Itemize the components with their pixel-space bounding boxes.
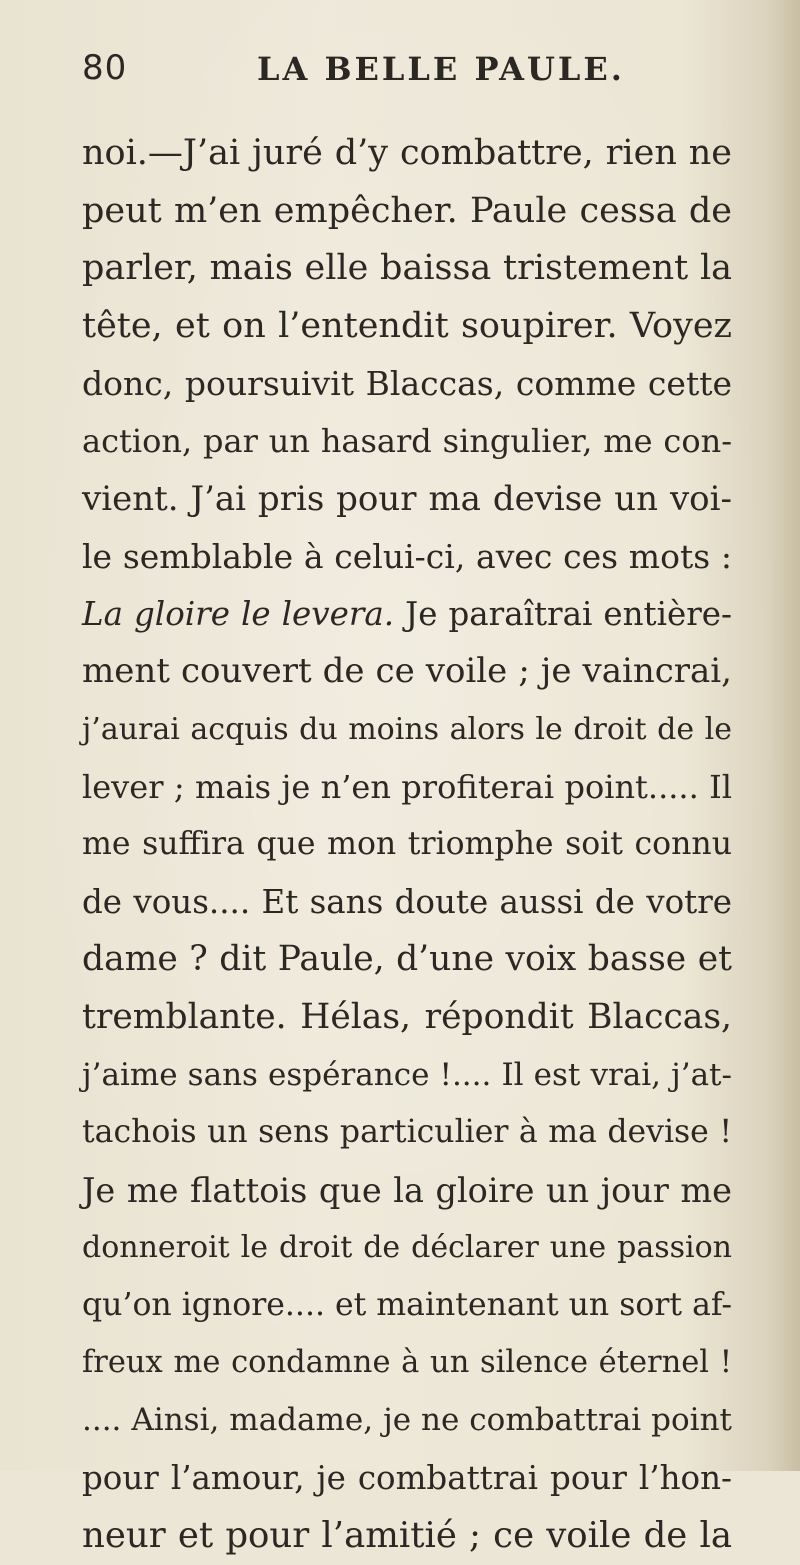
text-line: qu’on ignore.... et maintenant un sort af- [82, 1286, 733, 1323]
motto-line-rest: Je paraîtrai entière- [394, 594, 732, 633]
text-line: .... Ainsi, madame, je ne combattrai point [82, 1402, 732, 1439]
text-line: noi.—J’ai juré d’y combattre, rien ne [82, 133, 732, 173]
body-text [82, 125, 732, 1565]
text-line: Je me flattois que la gloire un jour me [82, 1170, 732, 1210]
text-line: lever ; mais je n’en profiterai point..... Il [82, 767, 732, 806]
text-line: peut m’en empêcher. Paule cessa de [82, 190, 732, 231]
text-line: tremblante. Hélas, répondit Blaccas, [82, 996, 732, 1037]
text-line: action, par un hasard singulier, me con- [82, 421, 732, 460]
text-line: neur et pour l’amitié ; ce voile de la [82, 1515, 732, 1557]
running-head [82, 48, 722, 98]
text-line: pour l’amour, je combattrai pour l’hon- [82, 1458, 732, 1497]
text-line: parler, mais elle baissa tristement la [82, 248, 732, 289]
text-line: donneroit le droit de déclarer une passion [82, 1230, 732, 1266]
text-line: j’aurai acquis du moins alors le droit de le [82, 711, 732, 747]
text-line: ment couvert de ce voile ; je vaincrai, [82, 651, 732, 692]
text-line: j’aime sans espérance !.... Il est vrai, j’at- [82, 1056, 732, 1093]
text-line: dame ? dit Paule, d’une voix basse et [82, 939, 732, 980]
text-line: freux me condamne à un silence éternel ! [82, 1345, 732, 1381]
running-title: LA BELLE PAULE. [257, 50, 625, 88]
page-number: 80 [82, 48, 128, 88]
text-line: vient. J’ai pris pour ma devise un voi- [82, 478, 732, 519]
text-line: donc, poursuivit Blaccas, comme cette [82, 364, 732, 404]
text-line-with-motto [82, 586, 732, 644]
text-line: tachois un sens particulier à ma devise ! [82, 1114, 732, 1151]
motto-italic: La gloire le levera. [82, 594, 395, 633]
text-line: tête, et on l’entendit soupirer. Voyez [82, 305, 732, 346]
text-line: me suffira que mon triomphe soit connu [82, 826, 732, 863]
text-line: de vous.... Et sans doute aussi de votre [82, 882, 732, 921]
text-line: le semblable à celui-ci, avec ces mots : [82, 537, 732, 577]
